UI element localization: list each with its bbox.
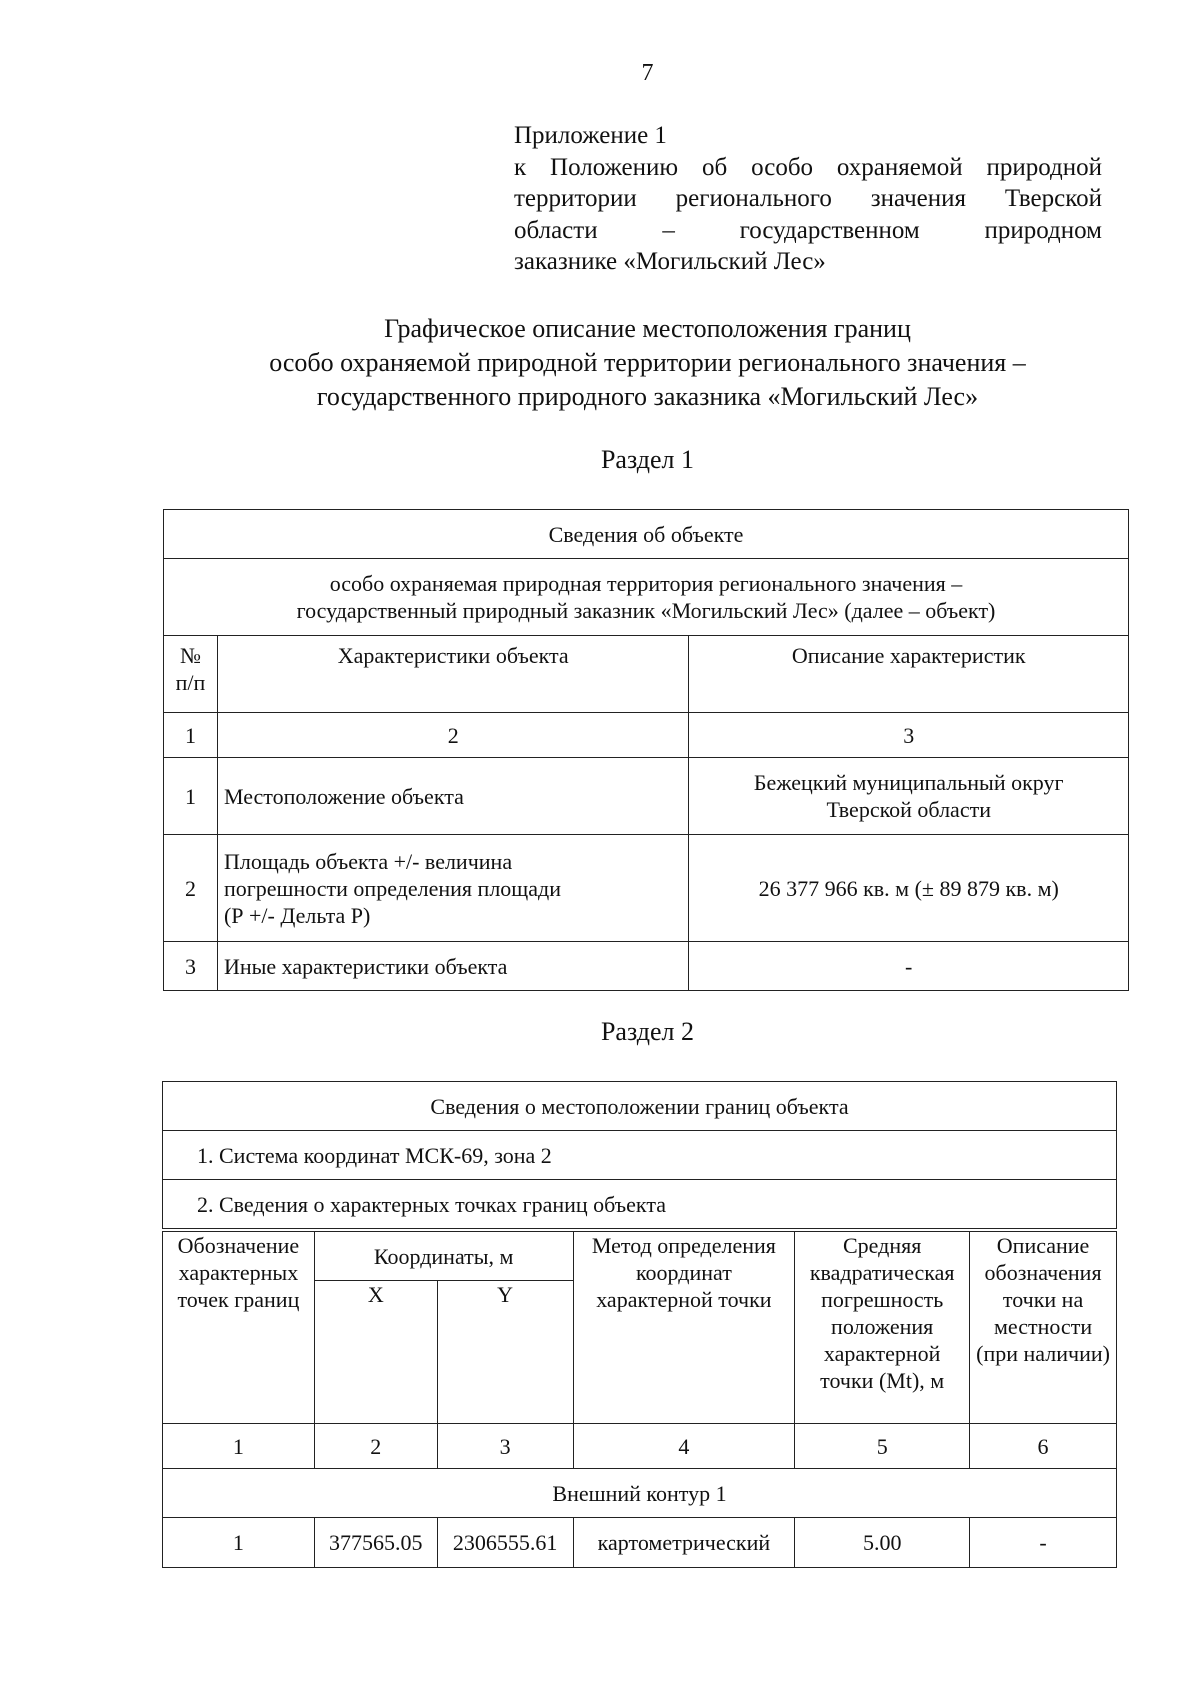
characteristic-line-3: (Р +/- Дельта Р) <box>223 902 371 928</box>
row-num: 2 <box>164 835 218 942</box>
table-row <box>164 942 1129 991</box>
header-error: Средняя квадратическая погрешность положения характерной точки (Mt), м <box>795 1232 970 1424</box>
row-description: 26 377 966 кв. м (± 89 879 кв. м) <box>689 835 1129 942</box>
characteristic-line-2: погрешности определения площади <box>223 875 561 901</box>
appendix-line-2: к Положению об особо охраняемой природной <box>514 153 1102 181</box>
object-name <box>164 559 1129 636</box>
row-num: 3 <box>164 942 218 991</box>
point-method: картометрический <box>573 1518 795 1568</box>
object-info-table <box>163 509 1129 991</box>
col-number: 3 <box>437 1424 573 1469</box>
points-title: 2. Сведения о характерных точках границ объекта <box>163 1180 1117 1229</box>
row-description <box>689 758 1129 835</box>
col-number: 1 <box>163 1424 315 1469</box>
appendix-line-5: заказнике «Могильский Лес» <box>514 248 826 275</box>
row-characteristic: Местоположение объекта <box>217 758 688 835</box>
title-line-2: особо охраняемой природной территории регионального значения – <box>269 348 1026 377</box>
description-line-1: Бежецкий муниципальный округ <box>753 770 1064 795</box>
point-designation: 1 <box>163 1518 315 1568</box>
col-number: 2 <box>314 1424 437 1469</box>
section-1-heading: Раздел 1 <box>600 445 695 474</box>
col-number: 2 <box>217 713 688 758</box>
col-number: 4 <box>573 1424 795 1469</box>
document-title <box>0 312 1200 414</box>
point-description: - <box>970 1518 1117 1568</box>
table-title: Сведения о местоположении границ объекта <box>163 1082 1117 1131</box>
table-row <box>163 1518 1117 1568</box>
appendix-line-3: территории регионального значения Тверской <box>514 185 1102 212</box>
header-description: Описание характеристик <box>689 636 1129 713</box>
row-characteristic: Иные характеристики объекта <box>217 942 688 991</box>
contour-label: Внешний контур 1 <box>163 1469 1117 1518</box>
coordinate-system: 1. Система координат МСК-69, зона 2 <box>163 1131 1117 1180</box>
object-name-line-1: особо охраняемая природная территория регионального значения – <box>329 571 963 596</box>
row-description: - <box>689 942 1129 991</box>
header-num: № п/п <box>164 636 218 713</box>
table-row <box>164 758 1129 835</box>
boundary-info-table <box>162 1081 1117 1229</box>
point-error: 5.00 <box>795 1518 970 1568</box>
characteristic-line-1: Площадь объекта +/- величина <box>223 848 513 874</box>
header-designation: Обозначение характерных точек границ <box>163 1232 315 1424</box>
row-characteristic <box>217 835 688 942</box>
col-number: 3 <box>689 713 1129 758</box>
col-number: 6 <box>970 1424 1117 1469</box>
title-line-1: Графическое описание местоположения границ <box>384 314 911 343</box>
title-line-3: государственного природного заказника «Могильский Лес» <box>316 382 979 411</box>
row-num: 1 <box>164 758 218 835</box>
col-number: 5 <box>795 1424 970 1469</box>
header-characteristic: Характеристики объекта <box>217 636 688 713</box>
header-method: Метод определения координат характерной точки <box>573 1232 795 1424</box>
header-coordinates: Координаты, м <box>314 1232 573 1281</box>
point-x: 377565.05 <box>314 1518 437 1568</box>
table-row <box>164 835 1129 942</box>
col-number: 1 <box>164 713 218 758</box>
header-point-description: Описание обозначения точки на местности (при наличии) <box>970 1232 1117 1424</box>
section-2-heading: Раздел 2 <box>600 1017 695 1046</box>
table-title: Сведения об объекте <box>164 510 1129 559</box>
object-name-line-2: государственный природный заказник «Могильский Лес» (далее – объект) <box>296 598 996 623</box>
header-x: X <box>314 1281 437 1424</box>
appendix-line-4: области – государственном природном <box>514 216 1102 244</box>
description-line-2: Тверской области <box>826 797 991 822</box>
page-number: 7 <box>641 60 654 86</box>
point-y: 2306555.61 <box>437 1518 573 1568</box>
appendix-header <box>514 120 1102 278</box>
boundary-points-table <box>162 1231 1117 1568</box>
appendix-line-1: Приложение 1 <box>514 122 667 149</box>
header-y: Y <box>437 1281 573 1424</box>
